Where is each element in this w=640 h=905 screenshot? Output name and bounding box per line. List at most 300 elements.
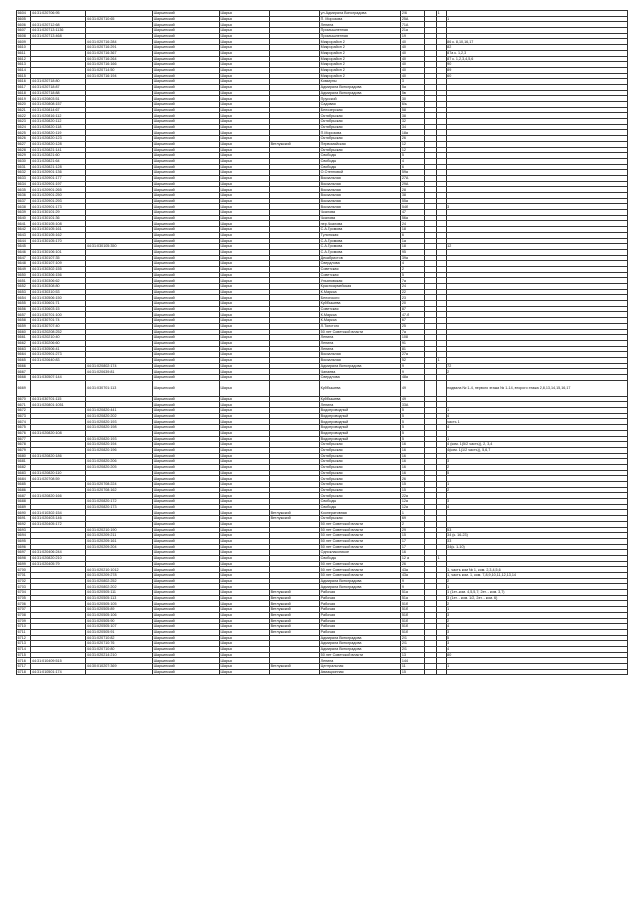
cadastral-number-premises-cell: 44:31:020210:1012 (86, 567, 153, 573)
cadastral-number-premises-cell: 44:31:020716:194 (86, 73, 153, 79)
street-cell: Водопроводный (320, 413, 401, 419)
district-cell: Шарьинский (153, 22, 220, 28)
cadastral-number-land-cell: 44:31:030105:162 (31, 232, 86, 238)
premises-note-cell: 1 (446, 408, 627, 414)
locality-extra-cell: Ветлужский (269, 510, 319, 516)
house-number-cell: 15 (401, 669, 425, 675)
street-cell: Октябрьская (320, 487, 401, 493)
district-cell: Шарьинский (153, 28, 220, 34)
cadastral-number-premises-cell: 44:31:020505:106 (86, 612, 153, 618)
city-cell: Шарья (219, 249, 269, 255)
flag-cell (437, 380, 447, 396)
street-cell: Белогского (320, 295, 401, 301)
street-cell: Прусской (320, 96, 401, 102)
street-cell: 50 лет Советской власти (320, 521, 401, 527)
house-number-cell: 19 (401, 33, 425, 39)
city-cell: Шарья (219, 641, 269, 647)
cadastral-number-land-cell: 44:31:030308:80 (31, 284, 86, 290)
district-cell: Шарьинский (153, 215, 220, 221)
city-cell: Шарья (219, 482, 269, 488)
street-cell: Вокзальная (320, 357, 401, 363)
district-cell: Шарьинский (153, 119, 220, 125)
cadastral-number-premises-cell: 44:31:020710:65 (86, 16, 153, 22)
cadastral-number-land-cell: 44:31:020901:197 (31, 181, 86, 187)
house-number-cell: 51б (401, 601, 425, 607)
city-cell: Шарья (219, 346, 269, 352)
row-number-cell: 6655 (17, 301, 31, 307)
row-number-cell: 6640 (17, 215, 31, 221)
flag-cell: 1 (437, 11, 447, 17)
city-cell: Шарья (219, 402, 269, 408)
street-cell: 50 лет Советской власти (320, 538, 401, 544)
premises-note-cell: 60 (446, 73, 627, 79)
city-cell: Шарья (219, 646, 269, 652)
locality-extra-cell: Ветлужский (269, 664, 319, 670)
street-cell: Центральная (320, 664, 401, 670)
house-number-cell: 55а (401, 198, 425, 204)
district-cell: Шарьинский (153, 607, 220, 613)
street-cell: К.Маркса (320, 289, 401, 295)
cadastral-number-land-cell: 44:31:020901:177 (31, 175, 86, 181)
cadastral-number-premises-cell: 44:31:020505:89 (86, 607, 153, 613)
district-cell: Шарьинский (153, 612, 220, 618)
city-cell: Шарья (219, 33, 269, 39)
street-cell: Вокзальная (320, 198, 401, 204)
district-cell: Шарьинский (153, 73, 220, 79)
row-number-cell: 6705 (17, 595, 31, 601)
row-number-cell: 6622 (17, 113, 31, 119)
premises-note-cell: 2 (446, 618, 627, 624)
house-number-cell: 9 (401, 369, 425, 375)
row-number-cell: 6686 (17, 487, 31, 493)
premises-note-cell: 1 (446, 664, 627, 670)
cadastral-number-premises-cell: 44:31:020710:82 (86, 635, 153, 641)
row-number-cell: 6605 (17, 16, 31, 22)
district-cell: Шарьинский (153, 658, 220, 664)
house-number-cell: 51б (401, 607, 425, 613)
city-cell: Шарья (219, 595, 269, 601)
house-number-cell: 56а (401, 215, 425, 221)
city-cell: Шарья (219, 39, 269, 45)
house-number-cell: 2/1 (401, 641, 425, 647)
row-number-cell: 6648 (17, 261, 31, 267)
city-cell: Шарья (219, 255, 269, 261)
cadastral-number-premises-cell: 44:31:020716:264 (86, 56, 153, 62)
city-cell: Шарья (219, 318, 269, 324)
city-cell: Шарья (219, 244, 269, 250)
city-cell: Шарья (219, 181, 269, 187)
cadastral-number-land-cell: 44:31:020208:252 (31, 329, 86, 335)
city-cell: Шарья (219, 612, 269, 618)
city-cell: Шарья (219, 521, 269, 527)
street-cell: Рабочая (320, 590, 401, 596)
district-cell: Шарьинский (153, 306, 220, 312)
district-cell: Шарьинский (153, 544, 220, 550)
city-cell: Шарья (219, 442, 269, 448)
cadastral-number-land-cell: 44:31:030105:161 (31, 227, 86, 233)
premises-note-cell: 89 (446, 67, 627, 73)
street-cell: Адмирала Виноградова (320, 584, 401, 590)
cadastral-number-land-cell: 44:31:030105:170 (31, 238, 86, 244)
cadastral-number-land-cell: 44:31:030603:15 (31, 306, 86, 312)
cadastral-number-land-cell: 44:31:030106:101 (31, 249, 86, 255)
district-cell: Шарьинский (153, 493, 220, 499)
cadastral-number-premises-cell: 44:31:020820:441 (86, 408, 153, 414)
city-cell: Шарья (219, 153, 269, 159)
city-cell: Шарья (219, 493, 269, 499)
house-number-cell: 12 (401, 141, 425, 147)
street-cell: Адмирала Виноградова (320, 363, 401, 369)
cadastral-number-premises-cell: 44:31:020820:173 (86, 504, 153, 510)
city-cell: Шарья (219, 301, 269, 307)
house-number-cell: 40 (401, 67, 425, 73)
district-cell: Шарьинский (153, 62, 220, 68)
street-cell: О.Степновой (320, 170, 401, 176)
cadastral-number-land-cell: 44:31:030701:74 (31, 318, 86, 324)
city-cell: Шарья (219, 210, 269, 216)
district-cell: Шарьинский (153, 289, 220, 295)
house-number-cell: 4 (401, 261, 425, 267)
street-cell: 50 лет Советской власти (320, 652, 401, 658)
street-cell: С.А.Громова (320, 244, 401, 250)
city-cell: Шарья (219, 96, 269, 102)
street-cell: Рабочая (320, 607, 401, 613)
cadastral-number-land-cell: 44:31:030310:53 (31, 289, 86, 295)
cadastral-number-land-cell: 44:31:020820:108 (31, 430, 86, 436)
row-number-cell: 6629 (17, 153, 31, 159)
district-cell: Шарьинский (153, 124, 220, 130)
premises-note-cell: 1 (446, 607, 627, 613)
house-number-cell: 25 (401, 323, 425, 329)
city-cell: Шарья (219, 45, 269, 51)
row-number-cell: 6708 (17, 612, 31, 618)
street-cell: Водопроводный (320, 408, 401, 414)
premises-note-cell: 3 (446, 629, 627, 635)
district-cell: Шарьинский (153, 453, 220, 459)
street-cell: Куйбышева (320, 396, 401, 402)
row-number-cell: 6642 (17, 227, 31, 233)
street-cell: Садовая (320, 102, 401, 108)
row-number-cell: 6677 (17, 436, 31, 442)
house-number-cell: 22а (401, 493, 425, 499)
row-number-cell: 6619 (17, 96, 31, 102)
house-number-cell: 108 (401, 335, 425, 341)
district-cell: Шарьинский (153, 375, 220, 381)
cadastral-number-land-cell: 44:31:020821:60 (31, 153, 86, 159)
row-number-cell: 6630 (17, 158, 31, 164)
row-number-cell: 6714 (17, 646, 31, 652)
cadastral-number-premises-cell: 44:31:020505:91 (86, 629, 153, 635)
district-cell: Шарьинский (153, 272, 220, 278)
row-number-cell: 6680 (17, 453, 31, 459)
street-cell: Ульяновская (320, 278, 401, 284)
house-number-cell: 6 (401, 164, 425, 170)
street-cell: К.Маркса (320, 318, 401, 324)
cadastral-number-land-cell: 44:31:020803:51 (31, 96, 86, 102)
city-cell: Шарья (219, 124, 269, 130)
cadastral-number-premises-cell: 44:30:010207:369 (86, 664, 153, 670)
premises-note-cell: 82 (446, 45, 627, 51)
district-cell: Шарьинский (153, 664, 220, 670)
cadastral-number-land-cell: 44:31:020712:68 (31, 22, 86, 28)
row-number-cell: 6715 (17, 652, 31, 658)
row-number-cell: 6613 (17, 62, 31, 68)
house-number-cell: 40 (401, 62, 425, 68)
street-cell: Вокзальная (320, 193, 401, 199)
cadastral-number-land-cell: 44:31:030107:35 (31, 255, 86, 261)
street-cell: Рабочая (320, 629, 401, 635)
row-number-cell: 6615 (17, 73, 31, 79)
row-number-cell: 6717 (17, 664, 31, 670)
street-cell: Свободы (320, 153, 401, 159)
locality-extra-cell: Ветлужский (269, 601, 319, 607)
row-number-cell: 6647 (17, 255, 31, 261)
city-cell: Шарья (219, 198, 269, 204)
district-cell: Шарьинский (153, 352, 220, 358)
flag-cell (437, 669, 447, 675)
premises-note-cell: 3 (1эт. - ком. 1/2, 2эт. - ком. 6) (446, 595, 627, 601)
city-cell: Шарья (219, 369, 269, 375)
cadastral-number-land-cell: 44:31:020708:59 (31, 476, 86, 482)
house-number-cell: 9 (401, 584, 425, 590)
house-number-cell: 2/1 (401, 635, 425, 641)
premises-note-cell: 4 (446, 504, 627, 510)
house-number-cell: 21а (401, 28, 425, 34)
cadastral-number-land-cell: 44:31:020640:83 (31, 357, 86, 363)
street-cell: Октябрьская (320, 447, 401, 453)
premises-note-cell: 2 (446, 487, 627, 493)
district-cell: Шарьинский (153, 16, 220, 22)
house-number-cell: 2 (401, 266, 425, 272)
cadastral-number-premises-cell: 44:31:020802:252 (86, 578, 153, 584)
district-cell: Шарьинский (153, 198, 220, 204)
district-cell: Шарьинский (153, 79, 220, 85)
city-cell: Шарья (219, 187, 269, 193)
premises-note-cell: 1, часть ком. 1, ком. 7,8,9,10,11,12,13,14 (446, 573, 627, 579)
city-cell: Шарья (219, 107, 269, 113)
house-number-cell: 15 (401, 487, 425, 493)
cadastral-number-land-cell: 44:31:020814:67 (31, 107, 86, 113)
premises-note-cell: 80 (446, 652, 627, 658)
city-cell: Шарья (219, 352, 269, 358)
city-cell: Шарья (219, 50, 269, 56)
city-cell: Шарья (219, 476, 269, 482)
street-cell: Октябрьская (320, 124, 401, 130)
district-cell: Шарьинский (153, 527, 220, 533)
house-number-cell: 2/1 (401, 646, 425, 652)
row-number-cell: 6654 (17, 295, 31, 301)
premises-note-cell: 86 к. 8,10,16,17 (446, 39, 627, 45)
city-cell: Шарья (219, 227, 269, 233)
house-number-cell: 5а (401, 84, 425, 90)
row-number-cell: 6692 (17, 521, 31, 527)
locality-extra-cell: Ветлужский (269, 141, 319, 147)
street-cell: С.А.Громова (320, 227, 401, 233)
row-number-cell: 6617 (17, 84, 31, 90)
street-cell: Тулинская (320, 232, 401, 238)
district-cell: Шарьинский (153, 45, 220, 51)
district-cell: Шарьинский (153, 284, 220, 290)
district-cell: Шарьинский (153, 153, 220, 159)
row-number-cell: 6657 (17, 312, 31, 318)
house-number-cell: 16 (401, 447, 425, 453)
row-number-cell: 6650 (17, 272, 31, 278)
city-cell: Шарья (219, 170, 269, 176)
street-cell: Микрорайон 2 (320, 62, 401, 68)
locality-extra-cell: Ветлужский (269, 612, 319, 618)
premises-note-cell: 34 (к. 16-23) (446, 533, 627, 539)
house-number-cell: 18а (401, 130, 425, 136)
cadastral-number-land-cell: 44:31:020821:64 (31, 158, 86, 164)
house-number-cell: 33А (401, 402, 425, 408)
city-cell: Шарья (219, 561, 269, 567)
city-cell: Шарья (219, 289, 269, 295)
house-number-cell: 95 (401, 249, 425, 255)
house-number-cell: 16 (401, 442, 425, 448)
row-number-cell: 6633 (17, 175, 31, 181)
cadastral-number-premises-cell: 44:31:020639:81 (86, 369, 153, 375)
cadastral-number-premises-cell: 44:31:020505:105 (86, 601, 153, 607)
street-cell: 50 лет Советской власти (320, 329, 401, 335)
locality-extra-cell: Ветлужский (269, 629, 319, 635)
row-number-cell: 6703 (17, 584, 31, 590)
street-cell: П. Морозова (320, 16, 401, 22)
house-number-cell: 40 (401, 39, 425, 45)
registry-table-body (17, 11, 628, 675)
cadastral-number-premises-cell: 44:31:020505:113 (86, 595, 153, 601)
premises-note-cell: 4 (446, 425, 627, 431)
cadastral-number-land-cell: 44:31:020901:250 (31, 193, 86, 199)
premises-note-cell: 90 (446, 62, 627, 68)
row-number-cell: 6634 (17, 181, 31, 187)
district-cell: Шарьинский (153, 113, 220, 119)
row-number-cell: 6690 (17, 510, 31, 516)
registry-table (16, 10, 628, 675)
district-cell: Шарьинский (153, 618, 220, 624)
premises-note-cell: 1 (1эт.-ком. 4,5,5,7; 2эт. - ком. 3,7) (446, 590, 627, 596)
row-number-cell: 6669 (17, 380, 31, 396)
city-cell: Шарья (219, 340, 269, 346)
cadastral-number-premises-cell: 44:31:020820:172 (86, 499, 153, 505)
street-cell: Чкалова (320, 210, 401, 216)
city-cell: Шарья (219, 419, 269, 425)
district-cell: Шарьинский (153, 413, 220, 419)
cadastral-number-premises-cell: 44:31:020820:206 (86, 459, 153, 465)
city-cell: Шарья (219, 266, 269, 272)
row-number-cell: 6683 (17, 470, 31, 476)
district-cell: Шарьинский (153, 278, 220, 284)
street-cell: Вокзальная (320, 352, 401, 358)
street-cell: Октябрьская (320, 442, 401, 448)
district-cell: Шарьинский (153, 33, 220, 39)
city-cell: Шарья (219, 664, 269, 670)
district-cell: Шарьинский (153, 39, 220, 45)
house-number-cell: 26 (401, 476, 425, 482)
house-number-cell: 12а (401, 499, 425, 505)
row-number-cell: 6620 (17, 102, 31, 108)
city-cell: Шарья (219, 544, 269, 550)
house-number-cell: 34 (401, 124, 425, 130)
street-cell: Октябрьская (320, 136, 401, 142)
street-cell: Промышленная (320, 28, 401, 34)
city-cell: Шарья (219, 175, 269, 181)
cadastral-number-land-cell: 44:31:030506:150 (31, 295, 86, 301)
district-cell: Шарьинский (153, 380, 220, 396)
house-number-cell: 43а (401, 567, 425, 573)
premises-note-cell: 1, часть ком № 1, ком. 2,3,4,5,6 (446, 567, 627, 573)
row-number-cell: 6623 (17, 119, 31, 125)
row-number-cell: 6665 (17, 357, 31, 363)
row-number-cell: 6712 (17, 635, 31, 641)
row-number-cell: 6639 (17, 210, 31, 216)
row-number-cell: 6682 (17, 464, 31, 470)
street-cell: 50 лет Советской власти (320, 527, 401, 533)
row-number-cell: 6649 (17, 266, 31, 272)
street-cell: Октябрьская (320, 516, 401, 522)
city-cell: Шарья (219, 215, 269, 221)
house-number-cell: 51б (401, 618, 425, 624)
premises-note-cell: 4 (ком. 1(5/2 часть)), 2, 3,4 (446, 442, 627, 448)
cadastral-number-premises-cell: 44:31:020802:174 (86, 363, 153, 369)
district-cell: Шарьинский (153, 90, 220, 96)
cadastral-number-land-cell: 44:31:030105:108 (31, 221, 86, 227)
district-cell: Шарьинский (153, 396, 220, 402)
cadastral-number-premises-cell: 44:31:020820:193 (86, 436, 153, 442)
street-cell: Рабочая (320, 595, 401, 601)
street-cell: Октябрьская (320, 476, 401, 482)
city-cell: Шарья (219, 396, 269, 402)
row-number-cell: 6624 (17, 124, 31, 130)
house-number-cell: 51б (401, 612, 425, 618)
city-cell: Шарья (219, 363, 269, 369)
city-cell: Шарья (219, 550, 269, 556)
premises-note-cell: 53 (446, 527, 627, 533)
district-cell: Шарьинский (153, 573, 220, 579)
street-cell: Вокзальная (320, 187, 401, 193)
house-number-cell: 59а (401, 170, 425, 176)
street-cell: Красноармейская (320, 284, 401, 290)
street-cell: Коммуны (320, 79, 401, 85)
district-cell: Шарьинский (153, 232, 220, 238)
row-number-cell: 6664 (17, 352, 31, 358)
city-cell: Шарья (219, 284, 269, 290)
district-cell: Шарьинский (153, 204, 220, 210)
house-number-cell: 51б (401, 624, 425, 630)
district-cell: Шарьинский (153, 187, 220, 193)
city-cell: Шарья (219, 136, 269, 142)
row-number-cell: 6628 (17, 147, 31, 153)
district-cell: Шарьинский (153, 130, 220, 136)
premises-note-cell: 3 (446, 641, 627, 647)
row-number-cell: 6667 (17, 369, 31, 375)
cadastral-number-premises-cell: 44:31:020209:161 (86, 538, 153, 544)
district-cell: Шарьинский (153, 516, 220, 522)
district-cell: Шарьинский (153, 238, 220, 244)
flag-cell: 1 (437, 555, 447, 561)
house-number-cell: 17 (401, 538, 425, 544)
row-number-cell: 6681 (17, 459, 31, 465)
district-cell: Шарьинский (153, 584, 220, 590)
district-cell: Шарьинский (153, 425, 220, 431)
row-number-cell: 6632 (17, 170, 31, 176)
district-cell: Шарьинский (153, 470, 220, 476)
district-cell: Шарьинский (153, 419, 220, 425)
row-number-cell: 6666 (17, 363, 31, 369)
cadastral-number-land-cell: 44:31:030701:115 (31, 396, 86, 402)
city-cell: Шарья (219, 113, 269, 119)
house-number-cell: 5 (401, 436, 425, 442)
district-cell: Шарьинский (153, 567, 220, 573)
